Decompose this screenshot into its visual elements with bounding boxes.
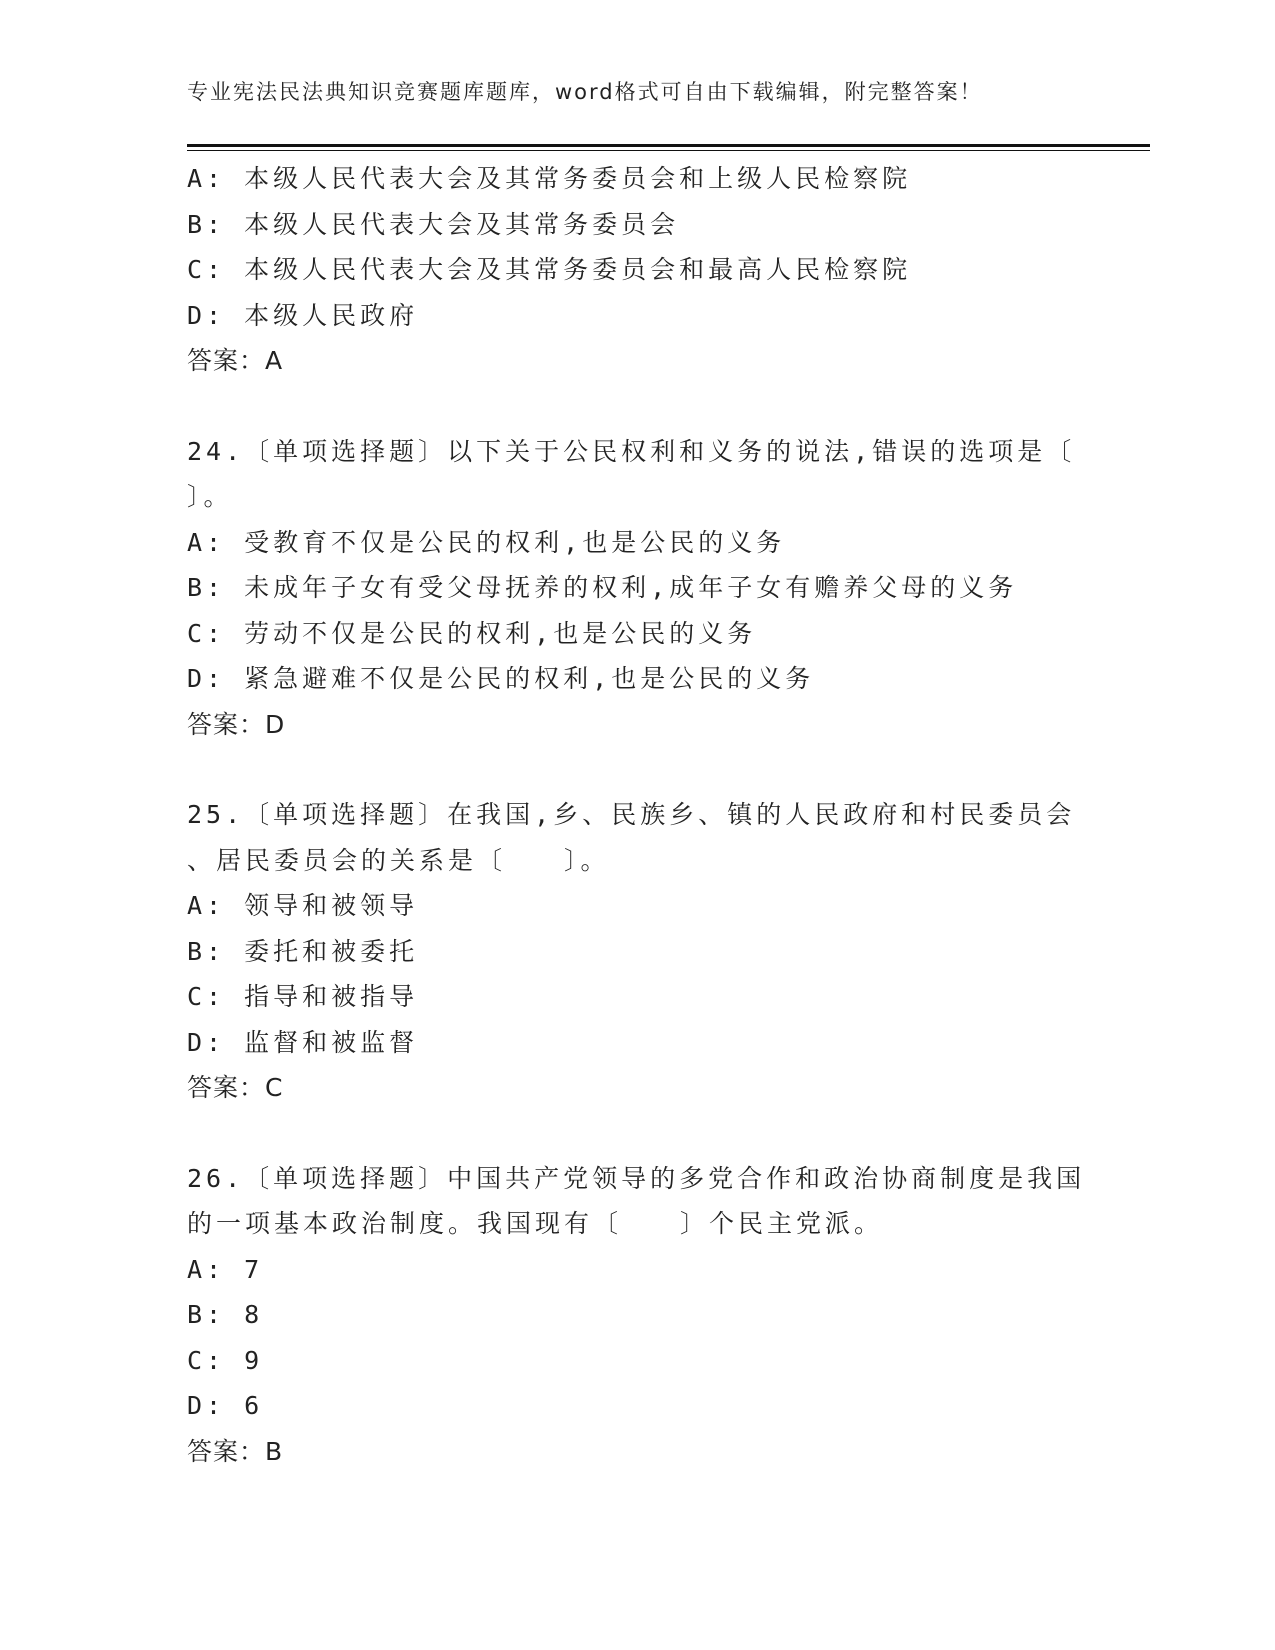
answer: 答案：A bbox=[187, 346, 284, 375]
option-d: D: 紧急避难不仅是公民的权利,也是公民的义务 bbox=[187, 664, 815, 693]
question-24 bbox=[187, 429, 1087, 748]
question-25 bbox=[187, 792, 1087, 1111]
question-23-continued bbox=[187, 156, 1087, 384]
spacer bbox=[187, 747, 1087, 792]
question-26 bbox=[187, 1156, 1087, 1475]
option-a: A: 本级人民代表大会及其常务委员会和上级人民检察院 bbox=[187, 164, 912, 193]
page-header: 专业宪法民法典知识竞赛题库题库，word格式可自由下载编辑，附完整答案！ bbox=[187, 80, 983, 104]
answer: 答案：D bbox=[187, 709, 286, 739]
option-b: B: 未成年子女有受父母抚养的权利,成年子女有赡养父母的义务 bbox=[187, 573, 1018, 602]
option-d: D: 本级人民政府 bbox=[187, 300, 419, 330]
header-rule-thick bbox=[187, 144, 1150, 147]
question-stem-line: 24.〔单项选择题〕以下关于公民权利和义务的说法,错误的选项是〔 bbox=[187, 436, 1076, 466]
option-c: C: 劳动不仅是公民的权利,也是公民的义务 bbox=[187, 618, 757, 648]
question-stem-line: 〕。 bbox=[187, 482, 233, 511]
question-stem-line: 的一项基本政治制度。我国现有〔 〕个民主党派。 bbox=[187, 1209, 884, 1238]
header-rule-thin bbox=[187, 150, 1150, 151]
option-c: C: 9 bbox=[187, 1345, 264, 1375]
option-a: A: 受教育不仅是公民的权利,也是公民的义务 bbox=[187, 527, 786, 557]
question-list bbox=[187, 156, 1087, 1474]
question-stem-line: 25.〔单项选择题〕在我国,乡、民族乡、镇的人民政府和村民委员会 bbox=[187, 800, 1076, 829]
option-a: A: 7 bbox=[187, 1254, 264, 1284]
option-b: B: 本级人民代表大会及其常务委员会 bbox=[187, 209, 680, 239]
option-d: D: 6 bbox=[187, 1391, 264, 1420]
question-stem-line: 、居民委员会的关系是〔 〕。 bbox=[187, 845, 610, 875]
option-c: C: 指导和被指导 bbox=[187, 982, 419, 1011]
spacer bbox=[187, 1111, 1087, 1156]
option-c: C: 本级人民代表大会及其常务委员会和最高人民检察院 bbox=[187, 255, 912, 284]
answer: 答案：C bbox=[187, 1073, 284, 1102]
spacer bbox=[187, 384, 1087, 429]
option-b: B: 8 bbox=[187, 1300, 264, 1329]
answer: 答案：B bbox=[187, 1436, 284, 1466]
option-a: A: 领导和被领导 bbox=[187, 891, 419, 920]
question-stem-line: 26.〔单项选择题〕中国共产党领导的多党合作和政治协商制度是我国 bbox=[187, 1163, 1086, 1193]
option-d: D: 监督和被监督 bbox=[187, 1027, 419, 1057]
option-b: B: 委托和被委托 bbox=[187, 936, 419, 966]
